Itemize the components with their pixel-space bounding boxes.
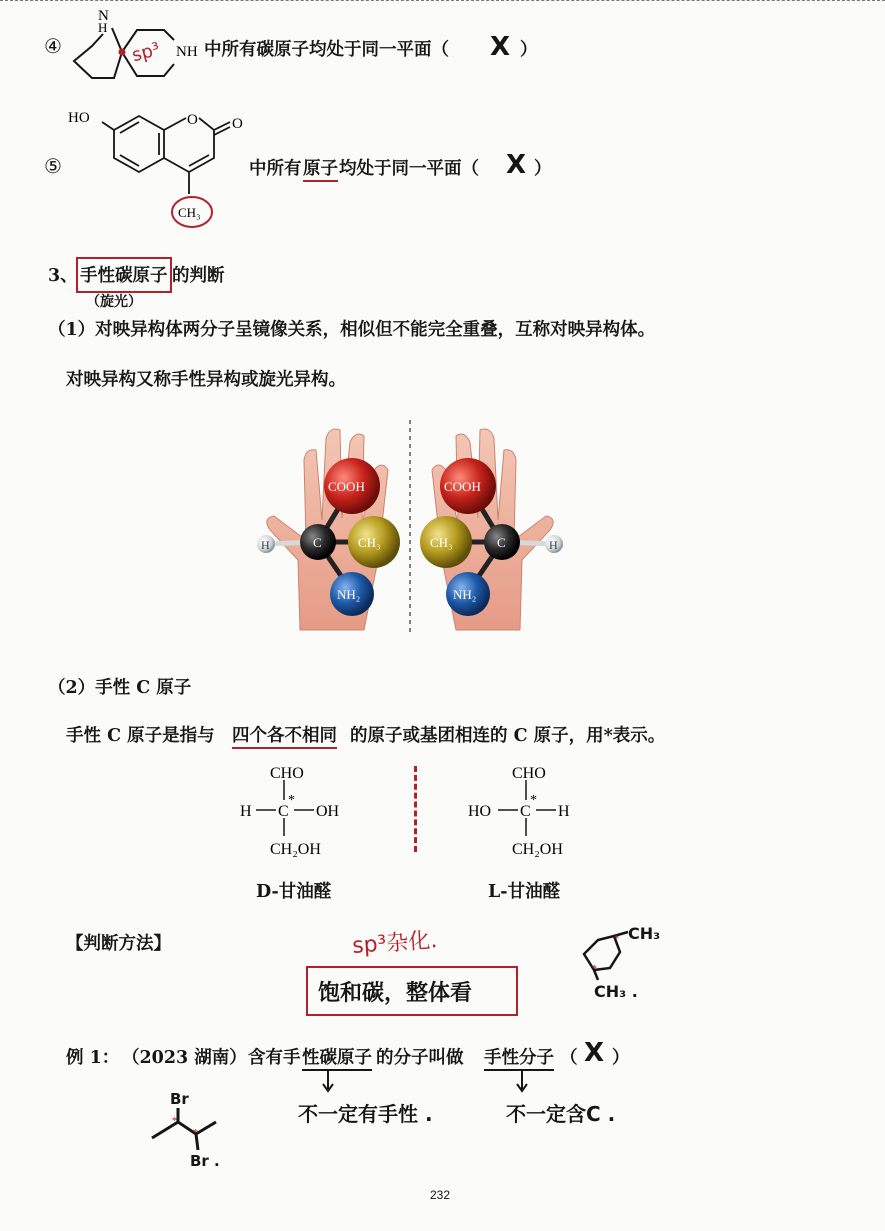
- item-5-statement-underlined: 原子: [303, 155, 338, 182]
- paragraph-3-pre: 手性 C 原子是指与: [66, 726, 215, 746]
- item-number: ⑤: [44, 154, 62, 178]
- br-top-label: Br: [170, 1090, 189, 1108]
- left-group: H: [240, 803, 252, 820]
- ring-o-label: O: [187, 112, 198, 128]
- br-bottom-label: Br .: [190, 1152, 220, 1170]
- chiral-star: *: [530, 793, 537, 808]
- ch3-label: CH₃: [178, 205, 201, 220]
- example-text-b: 的分子叫做: [376, 1048, 464, 1068]
- item-5-close: ）: [534, 159, 552, 179]
- section-3-heading: [48, 255, 348, 315]
- ch3-label: CH₃: [430, 535, 453, 550]
- sp3-annotation: sp³: [129, 38, 163, 67]
- item-4-statement: 中所有碳原子均处于同一平面（: [204, 40, 449, 60]
- l-glyceraldehyde: [466, 760, 596, 900]
- svg-text:*: *: [592, 964, 597, 975]
- item-5-statement-pre: 中所有: [249, 159, 302, 179]
- example-text-a: 含有手: [248, 1048, 301, 1068]
- cooh-label: COOH: [444, 479, 481, 494]
- hands-illustration: [240, 420, 580, 640]
- chiral-center: C: [520, 803, 531, 820]
- page-number: 232: [430, 1188, 451, 1202]
- top-group: CHO: [512, 765, 546, 782]
- svg-text:*: *: [614, 934, 619, 945]
- c-label: C: [497, 535, 506, 550]
- right-group: H: [558, 803, 570, 820]
- example-text-c: （: [560, 1048, 578, 1068]
- ho-label: HO: [68, 110, 90, 126]
- l-caption: L-甘油醛: [488, 882, 561, 902]
- item-5-statement-post: 均处于同一平面（: [339, 159, 479, 179]
- nh2-label: NH₂: [453, 587, 477, 602]
- svg-text:*: *: [172, 1116, 177, 1127]
- cross-mark: X: [490, 32, 511, 62]
- d-glyceraldehyde: [238, 760, 368, 900]
- optical-rotation-note: （旋光）: [86, 294, 142, 310]
- example-text-underlined-1: 性碳原子: [302, 1044, 372, 1071]
- item-4: [44, 6, 644, 86]
- bottom-group: CH₂OH: [512, 841, 563, 858]
- example-close: ）: [612, 1048, 630, 1068]
- ring-nh-label: NH: [176, 44, 198, 60]
- subsection-2-title: （2）手性 C 原子: [48, 678, 192, 698]
- h-label: H: [261, 538, 270, 552]
- red-mirror-dash: [414, 766, 420, 852]
- section-title-rest: 的判断: [172, 266, 225, 286]
- hand-note-2: 不一定含C .: [506, 1102, 616, 1126]
- cross-mark: X: [584, 1038, 605, 1068]
- ch3-label: CH₃: [358, 535, 381, 550]
- chiral-center: C: [278, 803, 289, 820]
- paragraph-3-underlined: 四个各不相同: [232, 722, 337, 749]
- paragraph-2: 对映异构又称手性异构或旋光异构。: [66, 370, 346, 390]
- cross-mark: X: [506, 150, 527, 180]
- section-number: 3、: [48, 266, 78, 286]
- annotation-arrows: [300, 1068, 560, 1098]
- item-5: [44, 100, 664, 235]
- item-number: ④: [44, 34, 62, 58]
- h-label: H: [549, 538, 558, 552]
- method-label: 【判断方法】: [66, 934, 171, 954]
- dibromobutane-sketch: [148, 1090, 248, 1180]
- paragraph-1: （1）对映异构体两分子呈镜像关系，相似但不能完全重叠，互称对映异构体。: [48, 320, 656, 340]
- section-title-boxed: 手性碳原子: [76, 257, 172, 293]
- cooh-label: COOH: [328, 479, 365, 494]
- top-dashed-rule: [0, 0, 885, 1]
- d-caption: D-甘油醛: [256, 882, 332, 902]
- ring-n-label: N: [98, 8, 109, 24]
- bottom-group: CH₂OH: [270, 841, 321, 858]
- svg-text:*: *: [193, 1128, 198, 1139]
- c-label: C: [313, 535, 322, 550]
- example-source: （2023 湖南）: [122, 1048, 247, 1068]
- example-text-underlined-2: 手性分子: [484, 1044, 554, 1071]
- item-4-close: ）: [520, 40, 538, 60]
- l-glyceraldehyde-structure: [466, 760, 596, 870]
- paragraph-3: [66, 722, 766, 750]
- carbonyl-o-label: O: [232, 116, 243, 132]
- nh2-label: NH₂: [337, 587, 361, 602]
- left-group: HO: [468, 803, 492, 820]
- right-group: OH: [316, 803, 340, 820]
- coumarin-structure: [64, 100, 274, 235]
- paragraph-3-post: 的原子或基团相连的 C 原子，用*表示。: [350, 726, 666, 746]
- d-glyceraldehyde-structure: [238, 760, 368, 870]
- hand-note-1: 不一定有手性 .: [298, 1102, 433, 1126]
- top-group: CHO: [270, 765, 304, 782]
- method-boxed-text: 饱和碳，整体看: [318, 980, 473, 1006]
- ring-h-label: H: [98, 20, 108, 35]
- ch3-note-b: CH₃ .: [594, 982, 638, 1001]
- mirror-hands-figure: [240, 420, 580, 640]
- chiral-star: *: [288, 793, 295, 808]
- method-hand-note: sp³杂化.: [351, 928, 439, 959]
- ch3-note-a: CH₃: [628, 924, 661, 943]
- methylcyclohexane-sketch: [570, 918, 670, 1018]
- method-box: [306, 966, 518, 1016]
- example-label: 例 1：: [66, 1048, 120, 1068]
